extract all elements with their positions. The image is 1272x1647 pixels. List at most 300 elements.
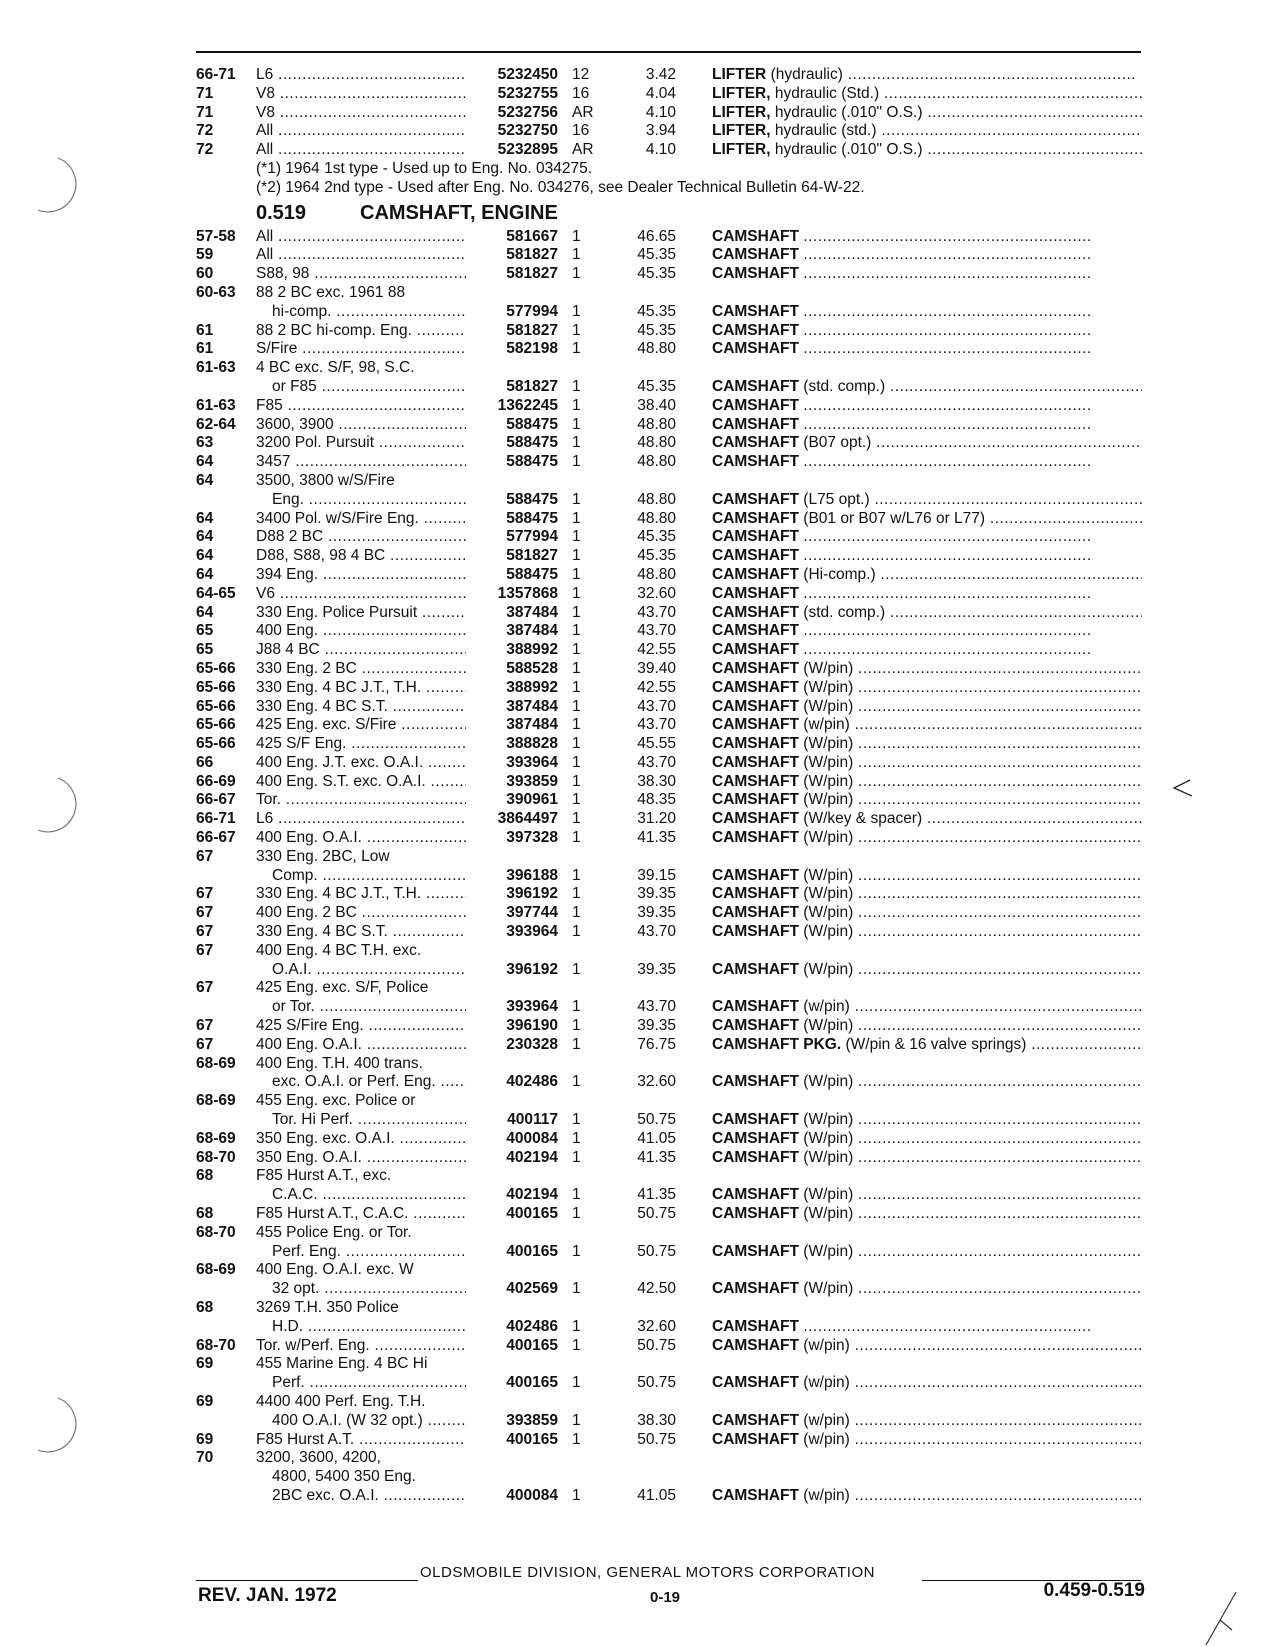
quantity: 12	[572, 66, 590, 83]
application: 425 S/Fire Eng. .....	[256, 1017, 466, 1036]
part-name: LIFTER,	[712, 103, 771, 121]
part-name: CAMSHAFT	[712, 603, 799, 621]
part-number: 581827	[506, 321, 558, 339]
parts-row	[196, 246, 1146, 265]
parts-row	[196, 122, 1146, 141]
model-years: 66-69	[196, 772, 236, 790]
part-number: 581667	[506, 227, 558, 245]
model-years: 65-66	[196, 697, 236, 715]
parts-row	[196, 228, 1146, 247]
parts-row	[196, 434, 1146, 453]
part-name: CAMSHAFT	[712, 396, 799, 414]
model-years: 65	[196, 622, 214, 640]
part-name: CAMSHAFT	[712, 1205, 799, 1223]
part-note: (W/pin)	[803, 1073, 854, 1091]
list-price: 41.35	[637, 1186, 676, 1204]
parts-row	[196, 1055, 1146, 1093]
list-price: 32.60	[637, 584, 676, 602]
part-number: 388992	[506, 641, 558, 659]
part-description	[712, 66, 1142, 85]
quantity: 1	[572, 1017, 581, 1035]
quantity: 1	[572, 1374, 581, 1392]
quantity: 16	[572, 122, 590, 140]
list-price: 42.55	[637, 678, 676, 696]
quantity: 1	[572, 1205, 581, 1223]
application: D88, S88, 98 4 BC .....	[256, 547, 466, 566]
part-description	[712, 923, 1142, 942]
application: V8 .....	[256, 85, 466, 104]
application: 400 Eng. .....	[256, 622, 466, 641]
part-name: CAMSHAFT	[712, 1430, 799, 1448]
model-years: 68-69	[196, 1261, 236, 1279]
model-years: 68	[196, 1167, 214, 1185]
part-number: 588475	[506, 453, 558, 471]
application: 3269 T.H. 350 Police	[256, 1299, 399, 1316]
part-name: CAMSHAFT	[712, 377, 799, 395]
part-description	[712, 754, 1142, 773]
parts-row	[196, 416, 1146, 435]
part-description	[712, 566, 1142, 585]
model-years: 61	[196, 340, 214, 358]
part-description	[712, 867, 1142, 886]
application-continued: or Tor. .....	[272, 998, 466, 1017]
quantity: 1	[572, 716, 581, 734]
model-years: 69	[196, 1355, 214, 1373]
quantity: 1	[572, 1129, 581, 1147]
part-note: hydraulic (.010" O.S.)	[774, 141, 923, 159]
application: 330 Eng. 2 BC .....	[256, 660, 466, 679]
part-number: 1357868	[497, 584, 558, 602]
parts-row	[196, 1431, 1146, 1450]
part-description	[712, 322, 1142, 341]
part-name: CAMSHAFT	[712, 1486, 799, 1504]
part-name: CAMSHAFT	[712, 1336, 799, 1354]
model-years: 68-70	[196, 1336, 236, 1354]
model-years: 64	[196, 509, 214, 527]
parts-row	[196, 1393, 1146, 1431]
list-price: 45.35	[637, 377, 676, 395]
part-note: (w/pin)	[803, 1430, 850, 1448]
section-number: 0.519	[256, 201, 307, 224]
part-note: (W/pin)	[803, 1129, 854, 1147]
list-price: 50.75	[637, 1430, 676, 1448]
quantity: 1	[572, 509, 581, 527]
quantity: 1	[572, 396, 581, 414]
footer-page-number: 0-19	[650, 1589, 681, 1606]
part-number: 402194	[506, 1186, 558, 1204]
list-price: 43.70	[637, 753, 676, 771]
part-number: 402486	[506, 1317, 558, 1335]
part-name: CAMSHAFT	[712, 791, 799, 809]
list-price: 48.80	[637, 340, 676, 358]
quantity: 1	[572, 377, 581, 395]
section-title: CAMSHAFT, ENGINE	[360, 201, 558, 224]
parts-row	[196, 923, 1146, 942]
model-years: 65-66	[196, 716, 236, 734]
footnote: (*1) 1964 1st type - Used up to Eng. No. 034275.	[256, 159, 593, 177]
application: V6 .....	[256, 585, 466, 604]
application: 330 Eng. Police Pursuit .....	[256, 604, 466, 623]
part-name: CAMSHAFT	[712, 584, 799, 602]
part-number: 5232450	[497, 66, 558, 83]
part-description	[712, 1130, 1142, 1149]
application: 330 Eng. 4 BC S.T. .....	[256, 698, 466, 717]
model-years: 68-69	[196, 1054, 236, 1072]
part-note: (Hi-comp.)	[803, 565, 876, 583]
part-description	[712, 1017, 1142, 1036]
part-note: (w/pin)	[803, 1411, 850, 1429]
application: 3600, 3900 .....	[256, 416, 466, 435]
part-number: 588475	[506, 415, 558, 433]
part-name: CAMSHAFT	[712, 678, 799, 696]
model-years: 64	[196, 471, 214, 489]
application: 400 Eng. O.A.I. exc. W	[256, 1261, 414, 1279]
parts-row	[196, 141, 1146, 160]
model-years: 68-70	[196, 1223, 236, 1241]
application-continued: 32 opt. .....	[272, 1280, 466, 1299]
parts-row	[196, 528, 1146, 547]
quantity: 1	[572, 678, 581, 696]
part-number: 581827	[506, 265, 558, 283]
part-number: 388828	[506, 735, 558, 753]
part-note: (W/pin)	[803, 829, 854, 847]
part-description	[712, 340, 1142, 359]
model-years: 57-58	[196, 227, 236, 245]
application: 400 Eng. O.A.I. .....	[256, 1036, 466, 1055]
application: All .....	[256, 228, 466, 247]
part-description	[712, 1412, 1142, 1431]
list-price: 50.75	[637, 1336, 676, 1354]
part-name: CAMSHAFT	[712, 265, 799, 283]
part-name: CAMSHAFT	[712, 1129, 799, 1147]
quantity: 16	[572, 84, 590, 102]
application: L6 .....	[256, 810, 466, 829]
parts-row	[196, 735, 1146, 754]
model-years: 67	[196, 1017, 214, 1035]
quantity: 1	[572, 659, 581, 677]
part-name: CAMSHAFT	[712, 490, 799, 508]
part-description	[712, 434, 1142, 453]
parts-row	[196, 773, 1146, 792]
part-number: 400165	[506, 1430, 558, 1448]
application-continued: 2BC exc. O.A.I. .....	[272, 1487, 466, 1506]
application: 88 2 BC hi-comp. Eng. .....	[256, 322, 466, 341]
part-number: 581827	[506, 547, 558, 565]
list-price: 48.80	[637, 434, 676, 452]
part-note: (B01 or B07 w/L76 or L77)	[803, 509, 986, 527]
application-continued: Perf. .....	[272, 1374, 466, 1393]
list-price: 4.04	[645, 84, 676, 102]
parts-row	[196, 284, 1146, 322]
part-note: (w/pin)	[803, 1486, 850, 1504]
part-description	[712, 104, 1142, 123]
model-years: 66-67	[196, 829, 236, 847]
part-name: CAMSHAFT	[712, 547, 799, 565]
part-number: 588475	[506, 509, 558, 527]
list-price: 4.10	[645, 103, 676, 121]
application: 3500, 3800 w/S/Fire	[256, 471, 395, 489]
part-name: CAMSHAFT	[712, 885, 799, 903]
application-continued: Comp. .....	[272, 867, 466, 886]
part-name: CAMSHAFT	[712, 1374, 799, 1392]
application-continued: Tor. Hi Perf. .....	[272, 1111, 466, 1130]
model-years: 65	[196, 641, 214, 659]
list-price: 50.75	[637, 1374, 676, 1392]
model-years: 67	[196, 885, 214, 903]
part-note: (W/pin & 16 valve springs)	[845, 1035, 1027, 1053]
part-name: CAMSHAFT	[712, 1317, 799, 1335]
part-number: 400165	[506, 1205, 558, 1223]
part-description	[712, 1374, 1142, 1393]
list-price: 45.55	[637, 735, 676, 753]
part-description	[712, 397, 1142, 416]
model-years: 66-67	[196, 791, 236, 809]
part-number: 588528	[506, 659, 558, 677]
list-price: 32.60	[637, 1317, 676, 1335]
part-number: 400084	[506, 1129, 558, 1147]
part-note: (B07 opt.)	[803, 434, 872, 452]
list-price: 45.35	[637, 547, 676, 565]
part-description	[712, 246, 1142, 265]
application: 455 Marine Eng. 4 BC Hi	[256, 1355, 428, 1373]
application: 394 Eng. .....	[256, 566, 466, 585]
part-name: CAMSHAFT	[712, 923, 799, 941]
model-years: 71	[196, 103, 214, 121]
part-name: CAMSHAFT	[712, 1411, 799, 1429]
part-note: (hydraulic)	[770, 66, 843, 83]
part-note: (W/pin)	[803, 923, 854, 941]
part-description	[712, 791, 1142, 810]
list-price: 43.70	[637, 622, 676, 640]
list-price: 45.35	[637, 246, 676, 264]
part-note: (W/pin)	[803, 659, 854, 677]
parts-row	[196, 904, 1146, 923]
quantity: 1	[572, 904, 581, 922]
part-note: (W/pin)	[803, 735, 854, 753]
part-name: CAMSHAFT	[712, 697, 799, 715]
quantity: 1	[572, 1035, 581, 1053]
list-price: 46.65	[637, 227, 676, 245]
part-note: hydraulic (std.)	[774, 122, 877, 140]
part-number: 581827	[506, 377, 558, 395]
quantity: 1	[572, 453, 581, 471]
quantity: 1	[572, 829, 581, 847]
part-name: CAMSHAFT PKG.	[712, 1035, 842, 1053]
part-note: (W/pin)	[803, 904, 854, 922]
model-years: 67	[196, 941, 214, 959]
part-name: CAMSHAFT	[712, 1280, 799, 1298]
part-description	[712, 1431, 1142, 1450]
list-price: 45.35	[637, 265, 676, 283]
application: 400 Eng. 4 BC T.H. exc.	[256, 941, 422, 959]
part-note: (w/pin)	[803, 998, 850, 1016]
application: 425 Eng. exc. S/F, Police	[256, 979, 429, 997]
list-price: 41.05	[637, 1129, 676, 1147]
part-description	[712, 904, 1142, 923]
application: 455 Eng. exc. Police or	[256, 1092, 416, 1110]
quantity: 1	[572, 227, 581, 245]
part-name: CAMSHAFT	[712, 772, 799, 790]
part-description	[712, 698, 1142, 717]
list-price: 43.70	[637, 697, 676, 715]
quantity: 1	[572, 810, 581, 828]
part-number: 393964	[506, 998, 558, 1016]
quantity: 1	[572, 1242, 581, 1260]
part-description	[712, 885, 1142, 904]
application-continued: 4800, 5400 350 Eng.	[272, 1468, 416, 1486]
application: 4 BC exc. S/F, 98, S.C.	[256, 359, 415, 377]
parts-row	[196, 85, 1146, 104]
application: Tor. .....	[256, 791, 466, 810]
part-name: CAMSHAFT	[712, 866, 799, 884]
list-price: 38.30	[637, 772, 676, 790]
quantity: 1	[572, 1411, 581, 1429]
part-number: 393859	[506, 772, 558, 790]
parts-list	[196, 66, 1146, 1506]
list-price: 43.70	[637, 716, 676, 734]
model-years: 67	[196, 979, 214, 997]
part-name: CAMSHAFT	[712, 735, 799, 753]
part-name: CAMSHAFT	[712, 246, 799, 264]
quantity: 1	[572, 1336, 581, 1354]
model-years: 61	[196, 321, 214, 339]
part-number: 387484	[506, 697, 558, 715]
part-name: LIFTER,	[712, 84, 771, 102]
part-number: 400165	[506, 1374, 558, 1392]
model-years: 66	[196, 753, 214, 771]
parts-row	[196, 472, 1146, 510]
part-number: 402486	[506, 1073, 558, 1091]
quantity: 1	[572, 697, 581, 715]
application: F85 .....	[256, 397, 466, 416]
parts-row	[196, 566, 1146, 585]
model-years: 68	[196, 1299, 214, 1316]
application: F85 Hurst A.T. .....	[256, 1431, 466, 1450]
quantity: 1	[572, 265, 581, 283]
list-price: 50.75	[637, 1242, 676, 1260]
list-price: 39.35	[637, 904, 676, 922]
part-number: 390961	[506, 791, 558, 809]
part-description	[712, 622, 1142, 641]
quantity: 1	[572, 434, 581, 452]
application: 330 Eng. 2BC, Low	[256, 847, 390, 865]
application-continued: exc. O.A.I. or Perf. Eng. .....	[272, 1073, 466, 1092]
model-years: 66-71	[196, 66, 236, 83]
parts-row	[196, 679, 1146, 698]
part-name: LIFTER,	[712, 122, 771, 140]
parts-row	[196, 754, 1146, 773]
part-note: (W/pin)	[803, 1242, 854, 1260]
list-price: 38.40	[637, 396, 676, 414]
quantity: 1	[572, 791, 581, 809]
parts-row	[196, 104, 1146, 123]
part-name: CAMSHAFT	[712, 1186, 799, 1204]
pencil-mark-icon	[1200, 1590, 1240, 1647]
part-name: CAMSHAFT	[712, 1242, 799, 1260]
model-years: 64	[196, 565, 214, 583]
quantity: 1	[572, 302, 581, 320]
application: 455 Police Eng. or Tor.	[256, 1223, 412, 1241]
part-name: CAMSHAFT	[712, 1073, 799, 1091]
parts-row	[196, 641, 1146, 660]
part-name: CAMSHAFT	[712, 1148, 799, 1166]
model-years: 69	[196, 1430, 214, 1448]
list-price: 42.55	[637, 641, 676, 659]
parts-row	[196, 1167, 1146, 1205]
part-number: 393859	[506, 1411, 558, 1429]
part-description	[712, 735, 1142, 754]
model-years: 60-63	[196, 283, 236, 301]
part-name: CAMSHAFT	[712, 565, 799, 583]
punch-hole-icon	[18, 150, 88, 220]
model-years: 65-66	[196, 678, 236, 696]
list-price: 3.42	[645, 66, 676, 83]
quantity: 1	[572, 1486, 581, 1504]
part-description	[712, 1186, 1142, 1205]
part-number: 393964	[506, 923, 558, 941]
application: 400 Eng. S.T. exc. O.A.I. .....	[256, 773, 466, 792]
part-description	[712, 491, 1142, 510]
part-description	[712, 1318, 1142, 1337]
quantity: 1	[572, 1186, 581, 1204]
part-note: (W/pin)	[803, 697, 854, 715]
parts-row	[196, 698, 1146, 717]
parts-row	[196, 979, 1146, 1017]
model-years: 60	[196, 265, 214, 283]
part-description	[712, 1073, 1142, 1092]
model-years: 65-66	[196, 659, 236, 677]
part-description	[712, 547, 1142, 566]
part-number: 397328	[506, 829, 558, 847]
model-years: 70	[196, 1449, 214, 1467]
model-years: 68-69	[196, 1092, 236, 1110]
part-note: hydraulic (Std.)	[774, 84, 880, 102]
part-description	[712, 716, 1142, 735]
application: V8 .....	[256, 104, 466, 123]
part-description	[712, 85, 1142, 104]
parts-row	[196, 604, 1146, 623]
part-number: 402569	[506, 1280, 558, 1298]
part-description	[712, 510, 1142, 529]
part-description	[712, 604, 1142, 623]
part-description	[712, 528, 1142, 547]
model-years: 59	[196, 246, 214, 264]
model-years: 65-66	[196, 735, 236, 753]
parts-row	[196, 1355, 1146, 1393]
quantity: 1	[572, 528, 581, 546]
application: 330 Eng. 4 BC J.T., T.H. .....	[256, 679, 466, 698]
parts-row	[196, 1092, 1146, 1130]
part-name: CAMSHAFT	[712, 753, 799, 771]
application: 400 Eng. 2 BC .....	[256, 904, 466, 923]
list-price: 48.80	[637, 565, 676, 583]
part-description	[712, 1280, 1142, 1299]
list-price: 50.75	[637, 1205, 676, 1223]
part-number: 588475	[506, 490, 558, 508]
part-number: 388992	[506, 678, 558, 696]
application-continued: O.A.I. .....	[272, 961, 466, 980]
application: 400 Eng. J.T. exc. O.A.I. .....	[256, 754, 466, 773]
part-note: (std. comp.)	[803, 377, 886, 395]
part-description	[712, 265, 1142, 284]
quantity: 1	[572, 584, 581, 602]
part-number: 3864497	[497, 810, 558, 828]
application: F85 Hurst A.T., exc.	[256, 1167, 392, 1185]
quantity: 1	[572, 960, 581, 978]
model-years: 68-69	[196, 1129, 236, 1147]
quantity: 1	[572, 415, 581, 433]
quantity: 1	[572, 1148, 581, 1166]
